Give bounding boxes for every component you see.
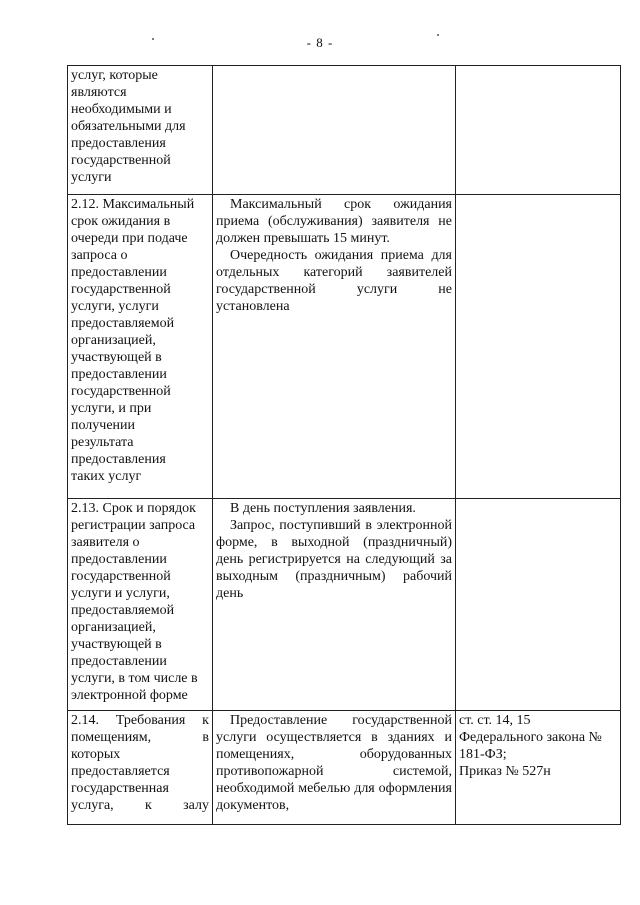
row3-col2 [213, 499, 456, 711]
row4-col2 [213, 711, 456, 825]
table-row [68, 711, 621, 825]
row1-col1: услуг, которые являются необходимыми и обязательными для предоставления государственной услуги [68, 66, 213, 195]
row3-col1: 2.13. Срок и порядок регистрации запроса заявителя о предоставлении государственной услуги и услуги, предоставляемой организацией, участвующей в предоставлении услуги, в том числе в электронной форме [68, 499, 213, 711]
row3-col3 [456, 499, 621, 711]
table-row [68, 499, 621, 711]
row4-col1: 2.14. Требования к помещениям, в которых предоставляется государственная услуга, к залу [68, 711, 213, 825]
scan-speck [152, 38, 154, 40]
row1-col2 [213, 66, 456, 195]
registration-day-paragraph: В день поступления заявления. [230, 501, 416, 516]
electronic-request-paragraph: Запрос, поступивший в электронной форме, в выходной (праздничный) день регистрируется на следующий за выходным (праздничным) рабочий день [216, 518, 452, 601]
row2-col2 [213, 195, 456, 499]
table-row [68, 195, 621, 499]
row2-col1: 2.12. Максимальный срок ожидания в очереди при подаче запроса о предоставлении государственной услуги, услуги предоставляемой организацией, участвующей в предоставлении государственной услуги, и при получении результата предоставления таких услуг [68, 195, 213, 499]
scan-speck [437, 34, 439, 36]
table-row [68, 66, 621, 195]
row1-col3 [456, 66, 621, 195]
row4-col3: ст. ст. 14, 15 Федерального закона № 181-ФЗ; Приказ № 527н [456, 711, 621, 825]
premises-paragraph: Предоставление государственной услуги осуществляется в зданиях и помещениях, оборудованных противопожарной системой, необходимой мебелью для оформления документов, [216, 713, 452, 813]
requirements-table [67, 65, 621, 825]
max-wait-paragraph: Максимальный срок ожидания приема (обслуживания) заявителя не должен превышать 15 минут. [216, 197, 452, 246]
row2-col3 [456, 195, 621, 499]
page-number: - 8 - [306, 35, 334, 50]
queue-paragraph: Очередность ожидания приема для отдельных категорий заявителей государственной услуги не установлена [216, 248, 452, 314]
